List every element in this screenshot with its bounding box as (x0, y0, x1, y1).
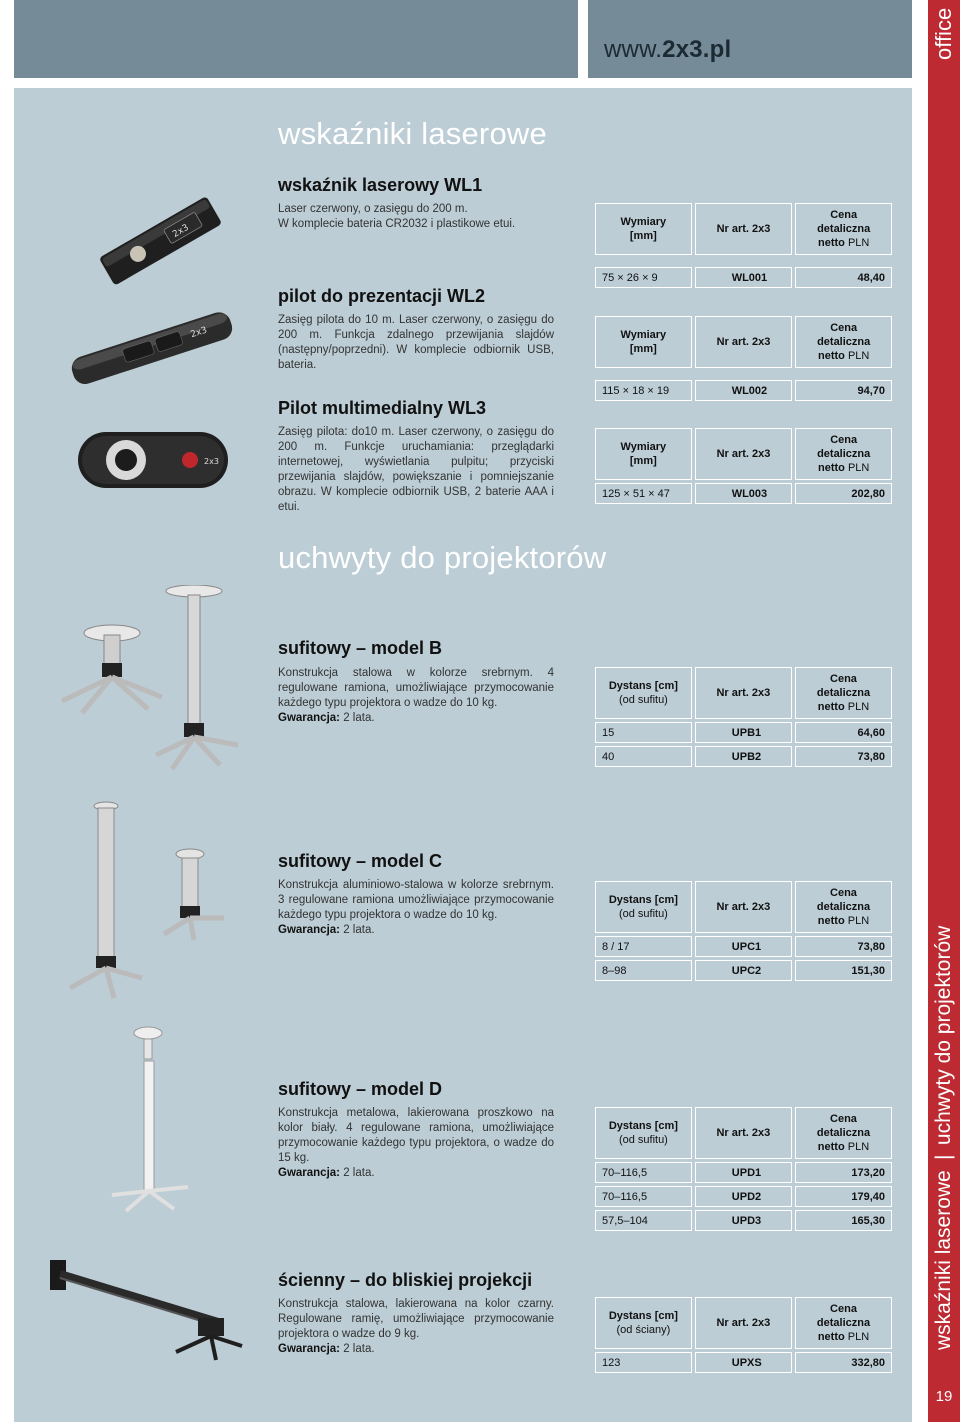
product-desc-wl3: Zasięg pilota: do10 m. Laser czerwony, o zasięgu do 200 m. Funkcje uruchamiania: przeglądarki internetowej, wyświetlania pulpitu; przyciski przewijania slajdów, powiększanie i pomniejszanie obrazu. W komplecie odbiornik USB, 2 baterie AAA i etui. (278, 426, 554, 513)
product-desc-wl1: Laser czerwony, o zasięgu do 200 m. W komplecie bateria CR2032 i plastikowe etui. (278, 203, 516, 230)
section-title-mounts: uchwyty do projektorów (278, 540, 607, 575)
table-row: 15 UPB1 64,60 (595, 722, 892, 743)
col-header-price: Cena detaliczna netto PLN (795, 1107, 892, 1159)
site-url[interactable]: www.2x3.pl (604, 36, 732, 63)
col-header-art: Nr art. 2x3 (695, 1107, 792, 1159)
col-header-art: Nr art. 2x3 (695, 428, 793, 480)
section-title-lasers: wskaźniki laserowe (278, 116, 547, 151)
spec-table-wl3 (592, 425, 895, 507)
col-header-distance: Dystans [cm] (od sufitu) (595, 881, 692, 933)
table-row: 123 UPXS 332,80 (595, 1352, 892, 1373)
multimedia-remote-wl3-image (76, 428, 232, 492)
col-header-dims: Wymiary [mm] (595, 428, 692, 480)
ceiling-mount-model-b-image (52, 585, 252, 775)
header-bar-left (14, 0, 578, 78)
product-desc-model-b: Konstrukcja stalowa w kolorze srebrnym. 4 regulowane ramiona, umożliwiające przymocowanie każdego typu projektora o wadze do 10 kg. Gwarancja: 2 lata. (278, 667, 554, 724)
spec-table-wl1 (592, 200, 895, 291)
product-title-wl1: wskaźnik laserowy WL1 (278, 175, 483, 195)
spec-table-model-c (592, 878, 895, 984)
table-row: 75 × 26 × 9 WL001 48,40 (595, 267, 892, 288)
product-desc-wl2: Zasięg pilota do 10 m. Laser czerwony, o zasięgu do 200 m. Funkcja zdalnego przewijania slajdów (następny/poprzedni). W komplecie odbiornik USB, bateria. (278, 314, 554, 371)
col-header-dims: Wymiary [mm] (595, 203, 692, 255)
spec-table-model-d (592, 1104, 895, 1234)
svg-text:2x3: 2x3 (171, 222, 191, 240)
side-category-label: wskaźniki laserowe | uchwyty do projektorów (932, 925, 955, 1350)
table-row: 57,5–104 UPD3 165,30 (595, 1210, 892, 1231)
table-row: 70–116,5 UPD1 173,20 (595, 1162, 892, 1183)
product-title-model-d: sufitowy – model D (278, 1079, 443, 1099)
product-title-model-c: sufitowy – model C (278, 851, 443, 871)
side-office-label: office (931, 8, 956, 61)
product-desc-model-c: Konstrukcja aluminiowo-stalowa w kolorze srebrnym. 3 regulowane ramiona umożliwiające przymocowanie każdego typu projektora o wadze do 10 kg. Gwarancja: 2 lata. (278, 879, 554, 936)
col-header-distance: Dystans [cm] (od sufitu) (595, 667, 692, 719)
table-row: 115 × 18 × 19 WL002 94,70 (595, 380, 892, 401)
col-header-distance: Dystans [cm] (od ściany) (595, 1297, 692, 1349)
spec-table-wl2 (592, 313, 895, 404)
col-header-art: Nr art. 2x3 (695, 203, 793, 255)
svg-text:2x3: 2x3 (204, 457, 219, 466)
col-header-art: Nr art. 2x3 (695, 316, 793, 368)
product-title-model-b: sufitowy – model B (278, 638, 443, 658)
laser-pointer-wl1-image (90, 195, 230, 285)
col-header-price: Cena detaliczna netto PLN (795, 203, 892, 255)
col-header-price: Cena detaliczna netto PLN (795, 667, 892, 719)
svg-text:2x3: 2x3 (189, 325, 209, 341)
col-header-price: Cena detaliczna netto PLN (795, 316, 892, 368)
table-row: 125 × 51 × 47 WL003 202,80 (595, 483, 892, 504)
presenter-wl2-image (62, 300, 242, 390)
ceiling-mount-model-c-image (64, 800, 250, 1000)
spec-table-wall-mount (592, 1294, 895, 1376)
product-title-wl3: Pilot multimedialny WL3 (278, 398, 487, 418)
col-header-dims: Wymiary [mm] (595, 316, 692, 368)
table-row: 40 UPB2 73,80 (595, 746, 892, 767)
page-number: 19 (935, 1388, 953, 1405)
col-header-price: Cena detaliczna netto PLN (795, 881, 892, 933)
col-header-price: Cena detaliczna netto PLN (795, 1297, 892, 1349)
product-desc-model-d: Konstrukcja metalowa, lakierowana proszkowo na kolor biały. 4 regulowane ramiona, umożliwiające przymocowanie każdego typu projektora, o wadze do 15 kg. Gwarancja: 2 lata. (278, 1107, 554, 1179)
table-row: 8–98 UPC2 151,30 (595, 960, 892, 981)
wall-mount-image (46, 1256, 246, 1366)
spec-table-model-b (592, 664, 895, 770)
col-header-art: Nr art. 2x3 (695, 881, 792, 933)
table-row: 8 / 17 UPC1 73,80 (595, 936, 892, 957)
table-row: 70–116,5 UPD2 179,40 (595, 1186, 892, 1207)
ceiling-mount-model-d-image (104, 1025, 194, 1215)
product-title-wl2: pilot do prezentacji WL2 (278, 286, 486, 306)
col-header-price: Cena detaliczna netto PLN (795, 428, 892, 480)
product-title-wall-mount: ścienny – do bliskiej projekcji (278, 1270, 533, 1290)
col-header-art: Nr art. 2x3 (695, 667, 792, 719)
product-desc-wall-mount: Konstrukcja stalowa, lakierowana na kolor czarny. Regulowane ramię, umożliwiające przymocowanie projektora o wadze do 9 kg. Gwarancja: 2 lata. (278, 1298, 554, 1355)
col-header-distance: Dystans [cm] (od sufitu) (595, 1107, 692, 1159)
col-header-art: Nr art. 2x3 (695, 1297, 792, 1349)
